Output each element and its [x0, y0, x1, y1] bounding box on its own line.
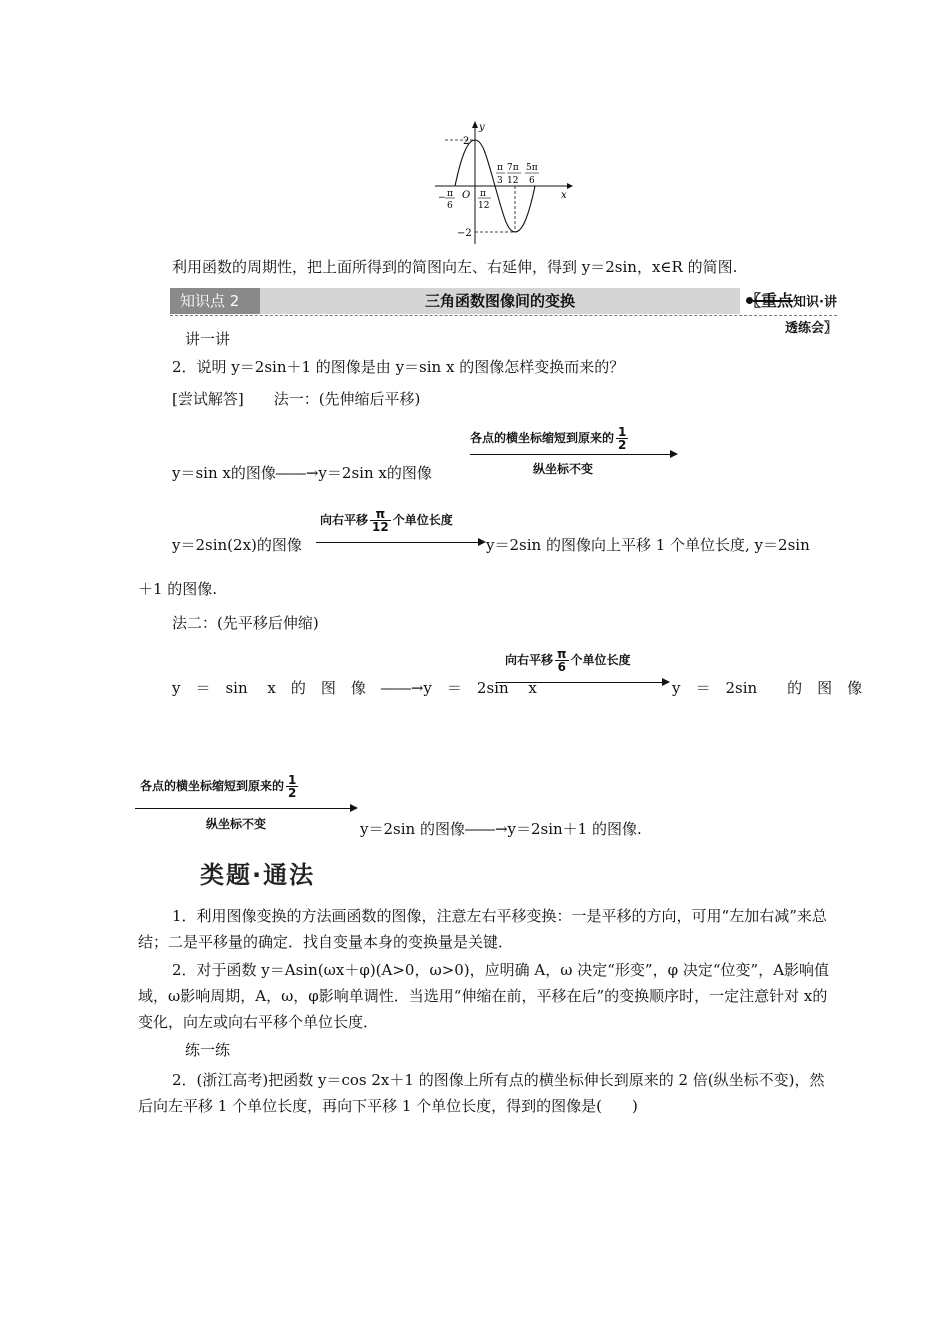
m2-step-arrow-head	[662, 678, 670, 686]
tick-neg-sign: −	[438, 193, 446, 203]
tick-5pi6-num: 5π	[526, 163, 538, 173]
tick-5pi6-den: 6	[529, 176, 535, 186]
m1-step1-label-top: 各点的横坐标缩短到原来的 $\frac{1}{2}$	[470, 425, 627, 452]
banner-underline	[170, 315, 837, 316]
y-min-label: −2	[457, 228, 472, 239]
method-2: 2．对于函数 y＝Asin(ωx＋φ)(A>0，ω>0)，应明确 A，ω 决定“形变”，φ 决定“位变”，A影响值域，ω影响周期，A，ω，φ影响单调性．当选用“伸缩在前，平移在后”的变换顺序时，一定注意针对 x的变化，向左或向右平移个单位长度．	[138, 961, 830, 1031]
knowledge-point-banner	[170, 288, 837, 336]
x-axis-arrow	[567, 183, 573, 189]
m1-step1-label-bottom: 纵坐标不变	[533, 462, 594, 476]
intro-text: 利用函数的周期性，把上面所得到的简图向左、右延伸，得到 y＝2sin，x∈R 的简图.	[172, 258, 738, 276]
banner-right-rest: 知识·讲透练会〗	[784, 295, 837, 336]
banner-tag: 知识点 2	[170, 288, 260, 314]
m2-step2-label-bottom: 纵坐标不变	[206, 817, 267, 831]
m1-step2-arrow-line	[316, 542, 478, 543]
m2-line1a: y ＝ sin x 的 图 像 ――→y ＝ 2sin x	[172, 679, 537, 697]
tick-pi12-den: 12	[478, 201, 490, 211]
sine-graph	[425, 118, 575, 248]
tick-pi3-num: π	[497, 163, 503, 173]
banner-right	[740, 288, 837, 336]
section-title: 类题·通法	[200, 861, 316, 889]
y-max-label: 2	[463, 136, 470, 147]
jiang-yi-jiang: 讲一讲	[185, 330, 231, 348]
exercise-2: 2．(浙江高考)把函数 y＝cos 2x＋1 的图像上所有点的横坐标伸长到原来的 2 倍(纵坐标不变)，然后向左平移 1 个单位长度，再向下平移 1 个单位长度，得到的图像是( )	[138, 1071, 825, 1115]
m1-step1-arrow-head	[670, 450, 678, 458]
m1-step2-arrow-head	[478, 538, 486, 546]
x-axis-label: x	[561, 190, 567, 201]
tick-pi12-num: π	[480, 189, 486, 199]
m1-step2-label: 向右平移 $\frac{\pi}{12}$ 个单位长度	[320, 507, 453, 534]
m1-line2-left: y＝2sin(2x)的图像	[172, 536, 302, 554]
tick-neg-pi6-num: π	[447, 189, 453, 199]
m2-step2-arrow-line	[135, 808, 350, 809]
m1-line3: ＋1 的图像.	[138, 580, 218, 598]
tick-7pi12-den: 12	[507, 176, 519, 186]
y-axis-label: y	[479, 122, 485, 133]
m1-line2-right: y＝2sin 的图像向上平移 1 个单位长度, y＝2sin	[486, 536, 810, 554]
m2-line1b: y ＝ 2sin 的 图 像	[672, 679, 863, 697]
m2-title: 法二：(先平移后伸缩)	[172, 614, 319, 632]
tick-7pi12-num: 7π	[507, 163, 519, 173]
question-2: 2．说明 y＝2sin＋1 的图像是由 y＝sin x 的图像怎样变换而来的？	[172, 358, 625, 376]
m2-step-label: 向右平移 $\frac{\pi}{6}$ 个单位长度	[505, 647, 631, 674]
m1-line1: y＝sin x的图像――→y＝2sin x的图像	[172, 464, 432, 482]
try-answer: [尝试解答] 法一：(先伸缩后平移)	[172, 390, 421, 408]
tick-neg-pi6-den: 6	[447, 201, 453, 211]
banner-right-bold: 〖重点	[745, 291, 794, 310]
tick-pi3-den: 3	[497, 176, 503, 186]
origin-label: O	[462, 190, 471, 201]
m2-step2-arrow-head	[350, 804, 358, 812]
m1-step1-arrow-line	[470, 454, 670, 455]
method-1: 1．利用图像变换的方法画函数的图像，注意左右平移变换：一是平移的方向，可用“左加右减”来总结；二是平移量的确定．找自变量本身的变换量是关键．	[138, 907, 827, 951]
m2-step2-label-top: 各点的横坐标缩短到原来的 $\frac{1}{2}$	[140, 773, 297, 800]
m2-line2: y＝2sin 的图像――→y＝2sin＋1 的图像.	[360, 820, 642, 838]
y-axis-arrow	[472, 121, 478, 128]
lian-yi-lian: 练一练	[185, 1041, 231, 1059]
banner-title: 三角函数图像间的变换	[260, 288, 740, 314]
